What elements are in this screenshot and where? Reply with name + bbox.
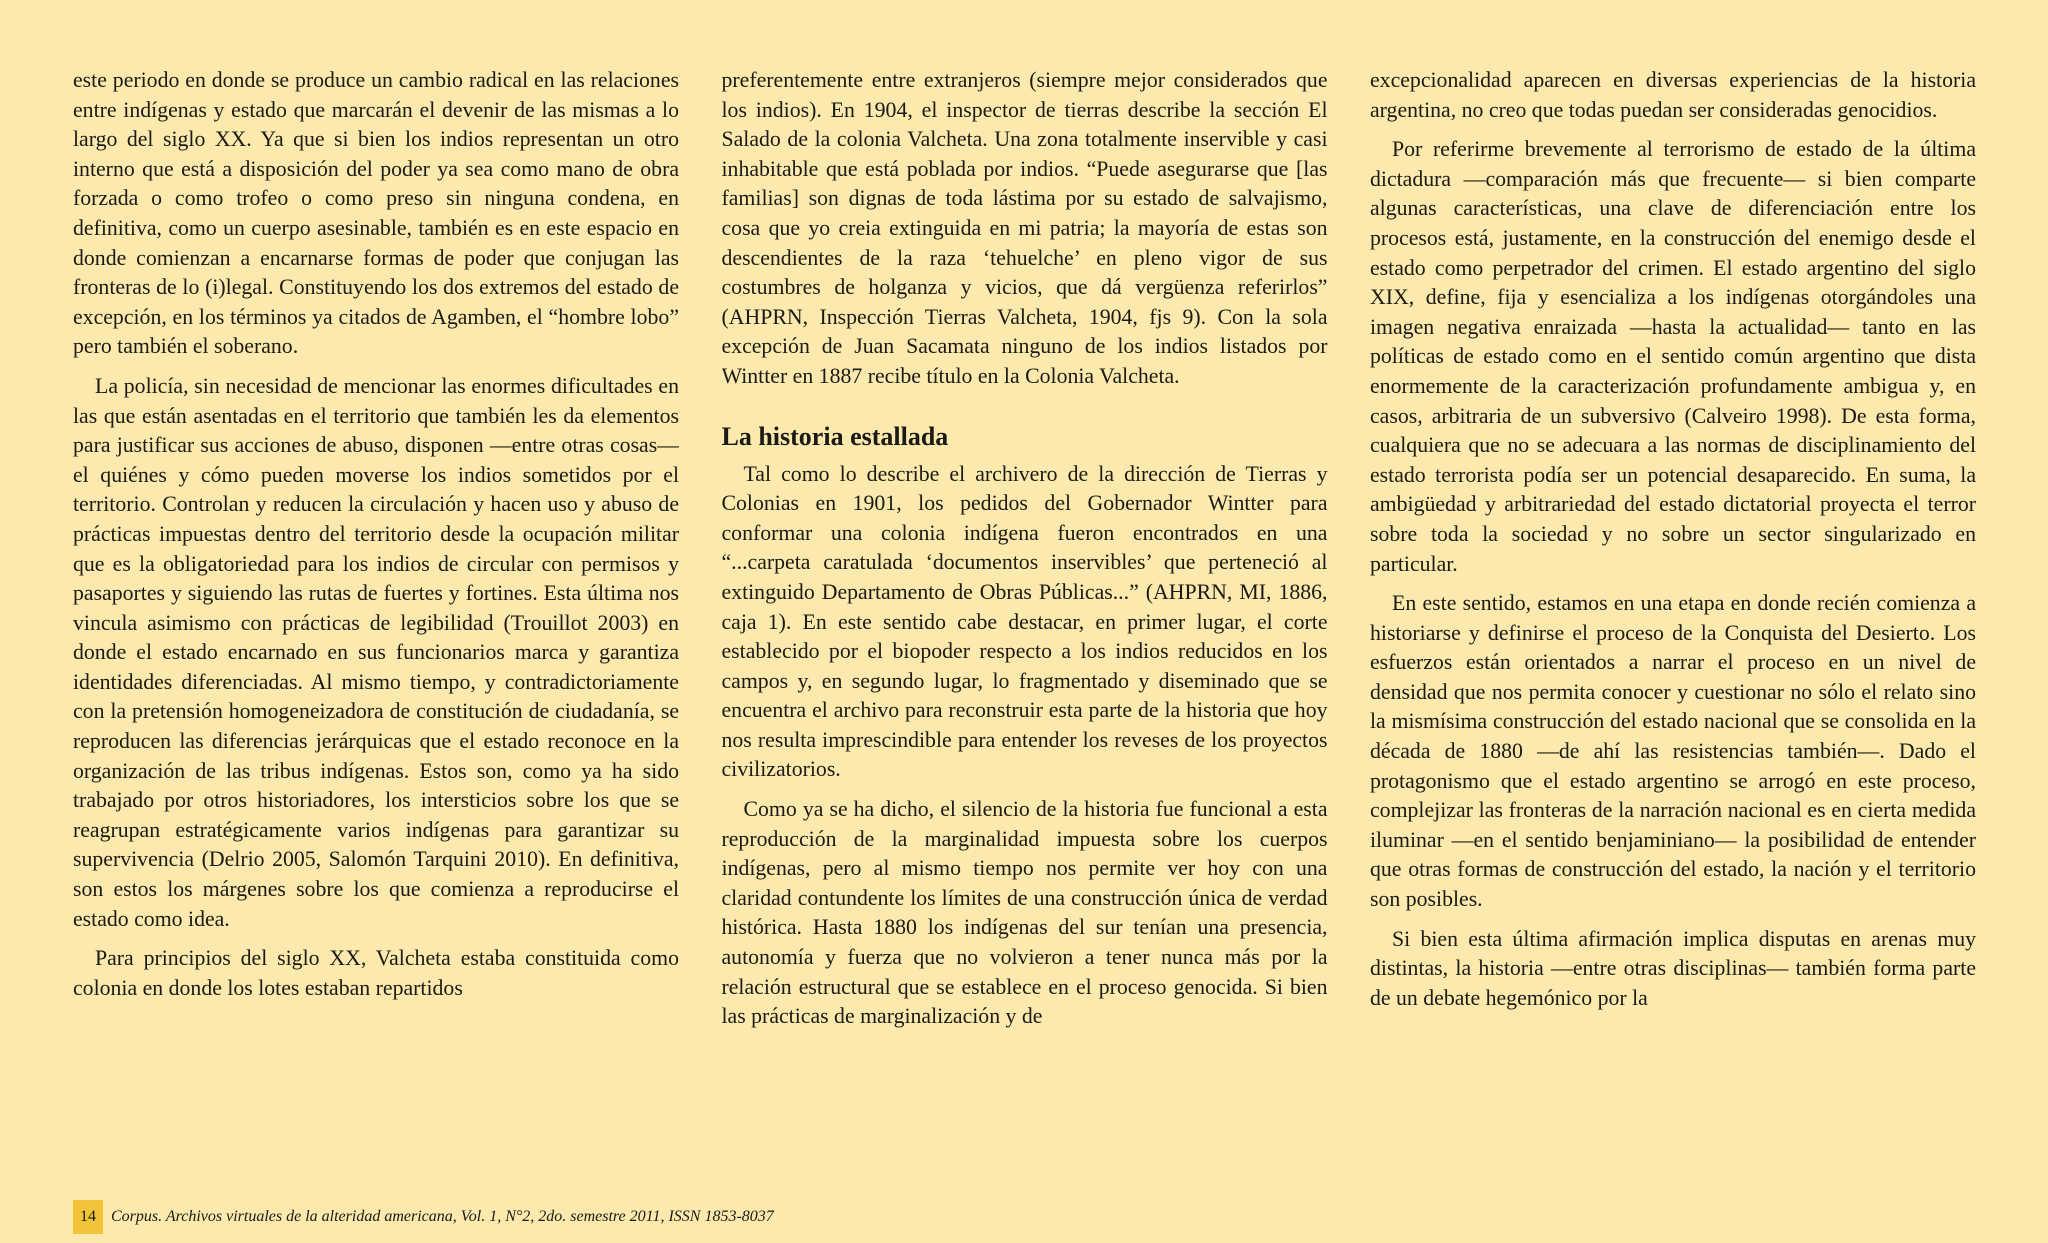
page-footer [73, 1200, 774, 1234]
column-left [73, 66, 679, 1146]
page-number: 14 [73, 1200, 103, 1234]
paragraph: En este sentido, estamos en una etapa en donde recién comienza a historiarse y definirse el proceso de la Conquista del Desierto. Los esfuerzos están orientados a narrar el proceso en un nivel de densidad que nos permita conocer y cuestionar no sólo el relato sino la mismísima construcción del estado nacional que se consolida en la década de 1880 —de ahí las resistencias también—. Dado el protagonismo que el estado argentino se arrogó en este proceso, complejizar las fronteras de la narración nacional es en cierta medida iluminar —en el sentido benjaminiano— la posibilidad de entender que otras formas de construcción del estado, la nación y el territorio son posibles. [1370, 591, 1976, 912]
paragraph: preferentemente entre extranjeros (siempre mejor considerados que los indios). En 1904, el inspector de tierras describe la sección El Salado de la colonia Valcheta. Una zona totalmente inservible y casi inhabitable que está poblada por indios. “Puede asegurarse que [las familias] son dignas de toda lástima por su estado de salvajismo, cosa que yo creia extinguida en mi patria; la mayoría de estas son descendientes de la raza ‘tehuelche’ en pleno vigor de sus costumbres de holganza y vicios, que dá vergüenza referirlos” (AHPRN, Inspección Tierras Valcheta, 1904, fjs 9). Con la sola excepción de Juan Sacamata ninguno de los indios listados por Wintter en 1887 recibe título en la Colonia Valcheta. [721, 68, 1328, 388]
journal-citation: Corpus. Archivos virtuales de la alteridad americana, Vol. 1, N°2, 2do. semestre 2011, ISSN 1853-8037 [111, 1208, 774, 1225]
column-right [1370, 66, 1976, 1146]
paragraph: Por referirme brevemente al terrorismo de estado de la última dictadura —comparación más que frecuente— si bien comparte algunas características, una clave de diferenciación entre los procesos está, justamente, en la construcción del enemigo desde el estado como perpetrador del crimen. El estado argentino del siglo XIX, define, fija y esencializa a los indígenas otorgándoles una imagen negativa enraizada —hasta la actualidad— tanto en las políticas de estado como en el sentido común argentino que dista enormemente de la caracterización profundamente ambigua y, en casos, arbitraria de un subversivo (Calveiro 1998). De esta forma, cualquiera que no se adecuara a las normas de disciplinamiento del estado terrorista podía ser un potencial desaparecido. En suma, la ambigüedad y arbitrariedad del estado dictatorial proyecta el terror sobre toda la sociedad y no sobre un sector singularizado en particular. [1370, 137, 1976, 576]
paragraph: Tal como lo describe el archivero de la dirección de Tierras y Colonias en 1901, los pedidos del Gobernador Wintter para conformar una colonia indígena fueron encontrados en una “...carpeta caratulada ‘documentos inservibles’ que perteneció al extinguido Departamento de Obras Públicas...” (AHPRN, MI, 1886, caja 1). En este sentido cabe destacar, en primer lugar, el corte establecido por el biopoder respecto a los indios reducidos en los campos y, en segundo lugar, lo fragmentado y diseminado que se encuentra el archivo para reconstruir esta parte de la historia que hoy nos resulta imprescindible para entender los reveses de los proyectos civilizatorios. [721, 461, 1328, 782]
paragraph: excepcionalidad aparecen en diversas experiencias de la historia argentina, no creo que todas puedan ser consideradas genocidios. [1370, 68, 1976, 122]
paragraph: La policía, sin necesidad de mencionar las enormes dificultades en las que están asentadas en el territorio que también les da elementos para justificar sus acciones de abuso, disponen —entre otras cosas— el quiénes y cómo pueden moverse los indios sometidos por el territorio. Controlan y reducen la circulación y hacen uso y abuso de prácticas impuestas dentro del territorio desde la ocupación militar que es la obligatoriedad para los indios de circular con permisos y pasaportes y siguiendo las rutas de fuertes y fortines. Esta última nos vincula asimismo con prácticas de legibilidad (Trouillot 2003) en donde el estado encarnado en sus funcionarios marca y garantiza identidades diferenciadas. Al mismo tiempo, y contradictoriamente con la pretensión homogeneizadora de constitución de ciudadanía, se reproducen las diferencias jerárquicas que el estado reconoce en la organización de las tribus indígenas. Estos son, como ya ha sido trabajado por otros historiadores, los intersticios sobre los que se reagrupan estratégicamente varios indígenas para garantizar su supervivencia (Delrio 2005, Salomón Tarquini 2010). En definitiva, son estos los márgenes sobre los que comienza a reproducirse el estado como idea. [73, 373, 679, 931]
text-columns [73, 66, 1976, 1146]
paragraph: Si bien esta última afirmación implica disputas en arenas muy distintas, la historia —entre otras disciplinas— también forma parte de un debate hegemónico por la [1370, 926, 1976, 1010]
paragraph: Para principios del siglo XX, Valcheta estaba constituida como colonia en donde los lotes estaban repartidos [73, 946, 679, 1000]
paragraph: Como ya se ha dicho, el silencio de la historia fue funcional a esta reproducción de la marginalidad impuesta sobre los cuerpos indígenas, pero al mismo tiempo nos permite ver hoy con una claridad contundente los límites de una construcción única de verdad histórica. Hasta 1880 los indígenas del sur tenían una presencia, autonomía y fuerza que no volvieron a tener nunca más por la relación estructural que se establece en el proceso genocida. Si bien las prácticas de marginalización y de [721, 797, 1328, 1029]
column-middle [722, 66, 1328, 1146]
section-heading: La historia estallada [721, 421, 949, 451]
paragraph: este periodo en donde se produce un cambio radical en las relaciones entre indígenas y estado que marcarán el devenir de las mismas a lo largo del siglo XX. Ya que si bien los indios representan un otro interno que está a disposición del poder ya sea como mano de obra forzada o como trofeo o como preso sin ninguna condena, en definitiva, como un cuerpo asesinable, también es en este espacio en donde comienzan a encarnarse formas de poder que conjugan las fronteras de lo (i)legal. Constituyendo los dos extremos del estado de excepción, en los términos ya citados de Agamben, el “hombre lobo” pero también el soberano. [73, 68, 679, 359]
